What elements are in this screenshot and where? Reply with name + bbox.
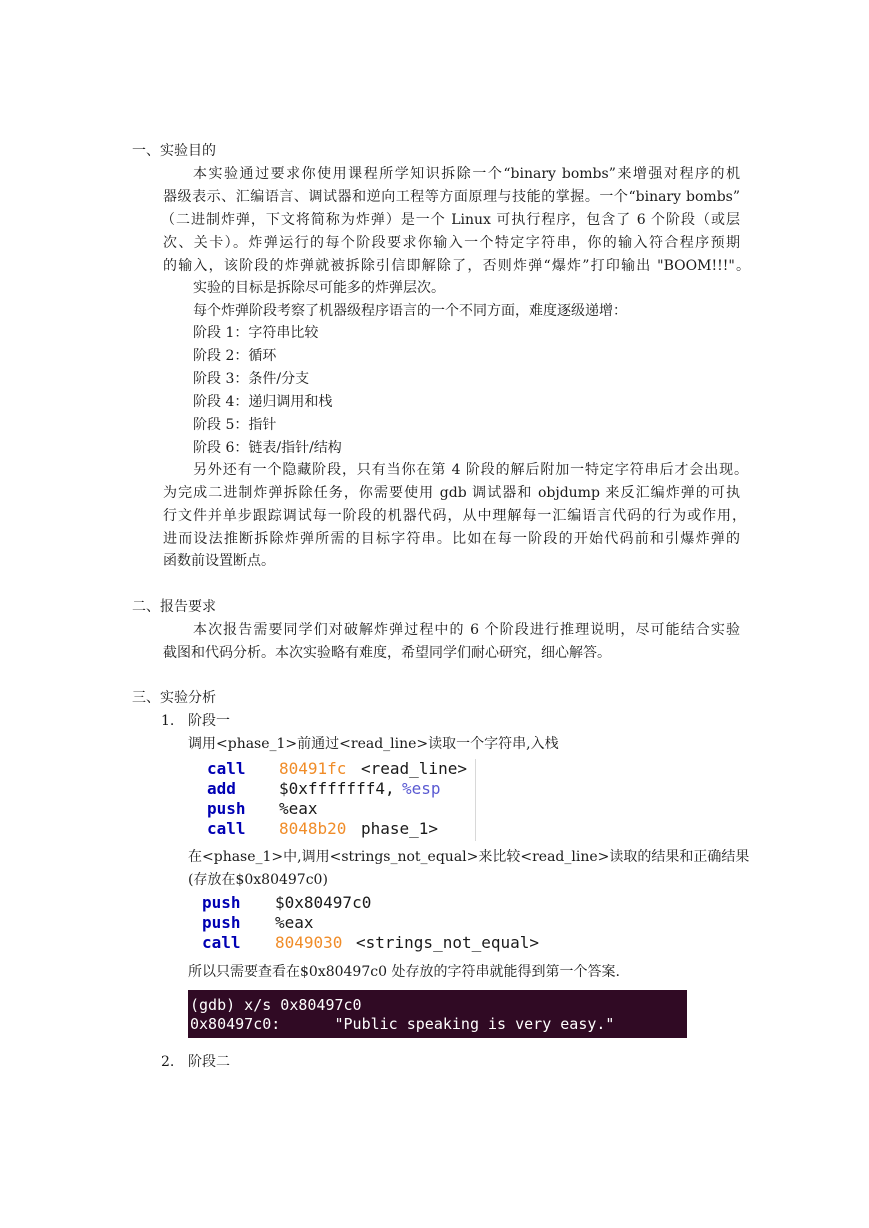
paragraph-line: 另外还有一个隐藏阶段，只有当你在第 4 阶段的解后附加一特定字符串后才会出现。 — [193, 462, 748, 478]
operand: $0xfffffff4, — [279, 779, 395, 798]
address: 8048b20 — [279, 819, 347, 838]
paragraph-line: 为完成二进制炸弹拆除任务，你需要使用 gdb 调试器和 objdump 来反汇编炸弹的可执 — [163, 485, 740, 501]
symbol: phase_1> — [361, 819, 439, 838]
terminal-screenshot — [188, 990, 687, 1038]
paragraph-line: 进而设法推断拆除炸弹所需的目标字符串。比如在每一阶段的开始代码前和引爆炸弹的 — [163, 531, 740, 547]
stage-list-item: 阶段 5：指针 — [193, 417, 277, 433]
terminal-command-line: (gdb) x/s 0x80497c0 — [190, 996, 362, 1014]
paragraph-line: 次、关卡）。炸弹运行的每个阶段要求你输入一个特定字符串，你的输入符合程序预期 — [163, 235, 740, 251]
paragraph-line: 器级表示、汇编语言、调试器和逆向工程等方面原理与技能的掌握。一个“binary bombs” — [163, 189, 740, 205]
list-number: 2. — [161, 1054, 175, 1070]
opcode: add — [207, 779, 236, 798]
code-row — [202, 933, 562, 953]
paragraph-line: 截图和代码分析。本次实验略有难度，希望同学们耐心研究，细心解答。 — [163, 645, 611, 661]
opcode: call — [202, 933, 241, 952]
code-row — [207, 759, 475, 779]
section-heading-requirements: 二、报告要求 — [132, 599, 216, 615]
address: 8049030 — [275, 933, 343, 952]
screenshot-edge — [475, 759, 476, 841]
stage-list-item: 阶段 3：条件/分支 — [193, 371, 310, 387]
opcode: push — [207, 799, 246, 818]
paragraph-line: 本次报告需要同学们对破解炸弹过程中的 6 个阶段进行推理说明，尽可能结合实验 — [193, 622, 740, 638]
paragraph-line: 每个炸弹阶段考察了机器级程序语言的一个不同方面，难度逐级递增： — [193, 303, 627, 319]
section-heading-analysis: 三、实验分析 — [132, 690, 216, 706]
paragraph-line: 函数前设置断点。 — [163, 553, 275, 569]
list-number: 1. — [161, 713, 175, 729]
subsection-title-phase1: 阶段一 — [188, 713, 230, 729]
paragraph-line: 的输入，该阶段的炸弹就被拆除引信即解除了，否则炸弹“爆炸”打印输出 "BOOM!!!"。 — [163, 258, 750, 274]
symbol: <read_line> — [361, 759, 467, 778]
operand: %eax — [275, 913, 314, 932]
code-row — [207, 779, 475, 799]
stage-list-item: 阶段 2：循环 — [193, 348, 277, 364]
section-heading-purpose: 一、实验目的 — [132, 143, 216, 159]
paragraph-line: 在<phase_1>中,调用<strings_not_equal>来比较<read_line>读取的结果和正确结果 — [188, 849, 750, 865]
paragraph-line: 调用<phase_1>前通过<read_line>读取一个字符串,入栈 — [188, 736, 559, 752]
paragraph-line: 所以只需要查看在$0x80497c0 处存放的字符串就能得到第一个答案. — [188, 964, 620, 980]
opcode: call — [207, 819, 246, 838]
opcode: push — [202, 913, 241, 932]
code-screenshot-read-line — [207, 759, 475, 841]
memory-string-value: "Public speaking is very easy." — [334, 1015, 615, 1033]
code-screenshot-strings-not-equal — [202, 893, 562, 955]
stage-list-item: 阶段 1：字符串比较 — [193, 325, 319, 341]
operand: $0x80497c0 — [275, 893, 372, 912]
stage-list-item: 阶段 4：递归调用和栈 — [193, 394, 333, 410]
code-row — [202, 913, 562, 933]
paragraph-line: (存放在$0x80497c0) — [188, 872, 328, 888]
address: 80491fc — [279, 759, 347, 778]
opcode: push — [202, 893, 241, 912]
code-row — [202, 893, 562, 913]
memory-address: 0x80497c0: — [190, 1015, 281, 1033]
paragraph-line: 行文件并单步跟踪调试每一阶段的机器代码，从中理解每一汇编语言代码的行为或作用， — [163, 508, 746, 524]
paragraph-line: 本实验通过要求你使用课程所学知识拆除一个“binary bombs”来增强对程序的机 — [193, 166, 740, 182]
stage-list-item: 阶段 6：链表/指针/结构 — [193, 440, 342, 456]
code-row — [207, 819, 475, 839]
register-esp: %esp — [402, 779, 441, 798]
subsection-title-phase2: 阶段二 — [188, 1054, 230, 1070]
terminal-output-line — [188, 1015, 687, 1034]
paragraph-line: 实验的目标是拆除尽可能多的炸弹层次。 — [193, 280, 445, 296]
operand: %eax — [279, 799, 318, 818]
paragraph-line: （二进制炸弹，下文将简称为炸弹）是一个 Linux 可执行程序，包含了 6 个阶段（或层 — [161, 212, 740, 228]
symbol: <strings_not_equal> — [356, 933, 540, 952]
opcode: call — [207, 759, 246, 778]
code-row — [207, 799, 475, 819]
